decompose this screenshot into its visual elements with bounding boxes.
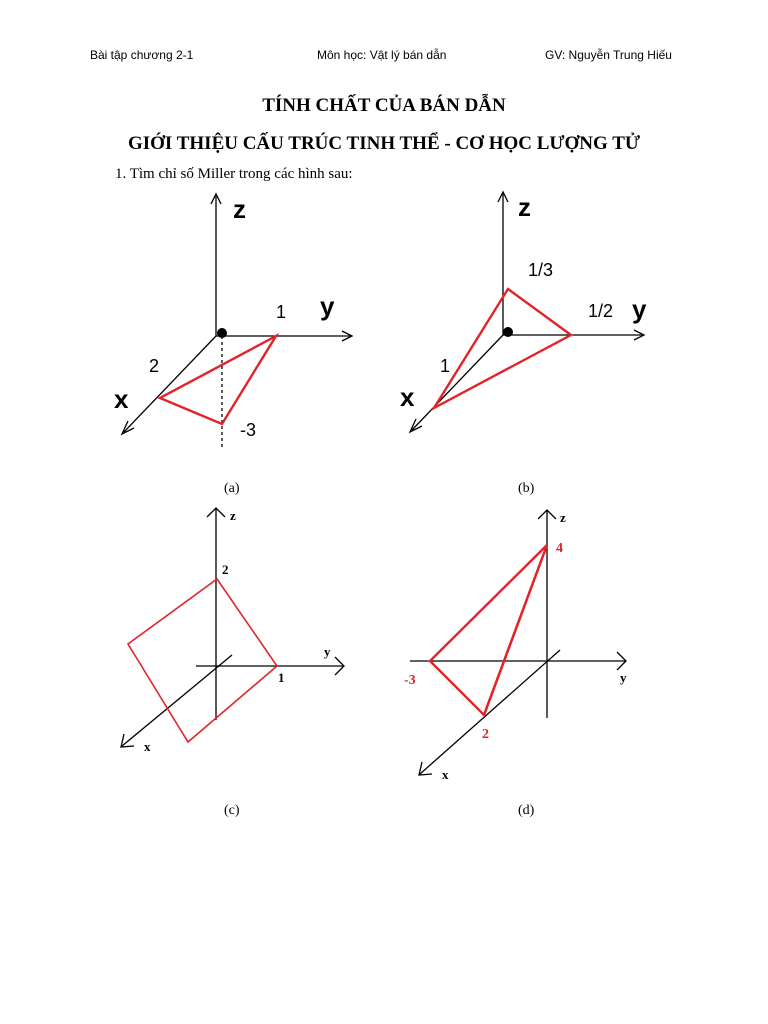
question-text: 1. Tìm chỉ số Miller trong các hình sau:	[115, 166, 353, 182]
fig-d-x-label: x	[442, 767, 449, 782]
fig-b-z-label: z	[518, 192, 531, 222]
fig-a-z-intercept: -3	[240, 420, 257, 440]
fig-d-z-label: z	[560, 510, 566, 525]
fig-c-x-label: x	[144, 739, 151, 754]
fig-b-y-intercept: 1/2	[588, 301, 614, 321]
fig-b-x-intercept: 1	[440, 356, 451, 376]
fig-c-y-label: y	[324, 644, 331, 659]
fig-c-z-intercept: 2	[222, 562, 229, 577]
fig-d-caption: (d)	[518, 803, 535, 818]
fig-a-x-intercept: 2	[149, 356, 160, 376]
fig-d-plane	[430, 545, 547, 715]
fig-b-caption: (b)	[518, 481, 535, 496]
fig-a-y-label: y	[320, 291, 335, 321]
fig-d-y-intercept: -3	[404, 673, 416, 688]
fig-b-z-intercept: 1/3	[528, 260, 554, 280]
fig-c-y-intercept: 1	[278, 670, 285, 685]
fig-b-y-label: y	[632, 294, 647, 324]
title-primary: TÍNH CHẤT CỦA BÁN DẪN	[262, 95, 506, 116]
fig-c-caption: (c)	[224, 803, 240, 818]
fig-d-z-intercept: 4	[556, 541, 563, 556]
header-right: GV: Nguyễn Trung Hiếu	[545, 48, 672, 62]
fig-a-caption: (a)	[224, 481, 240, 496]
fig-d-y-label: y	[620, 670, 627, 685]
fig-a-x-label: x	[114, 384, 129, 414]
fig-c-z-label: z	[230, 508, 236, 523]
header-center: Môn học: Vật lý bán dẫn	[317, 48, 447, 62]
header-left: Bài tập chương 2-1	[90, 48, 194, 62]
fig-d-x-axis	[420, 650, 560, 774]
title-secondary: GIỚI THIỆU CẤU TRÚC TINH THỂ - CƠ HỌC LƯỢNG TỬ	[127, 133, 641, 154]
fig-a-y-intercept: 1	[276, 302, 287, 322]
fig-b-x-label: x	[400, 382, 415, 412]
fig-a-z-label: z	[233, 194, 246, 224]
fig-d-x-intercept: 2	[482, 727, 489, 742]
